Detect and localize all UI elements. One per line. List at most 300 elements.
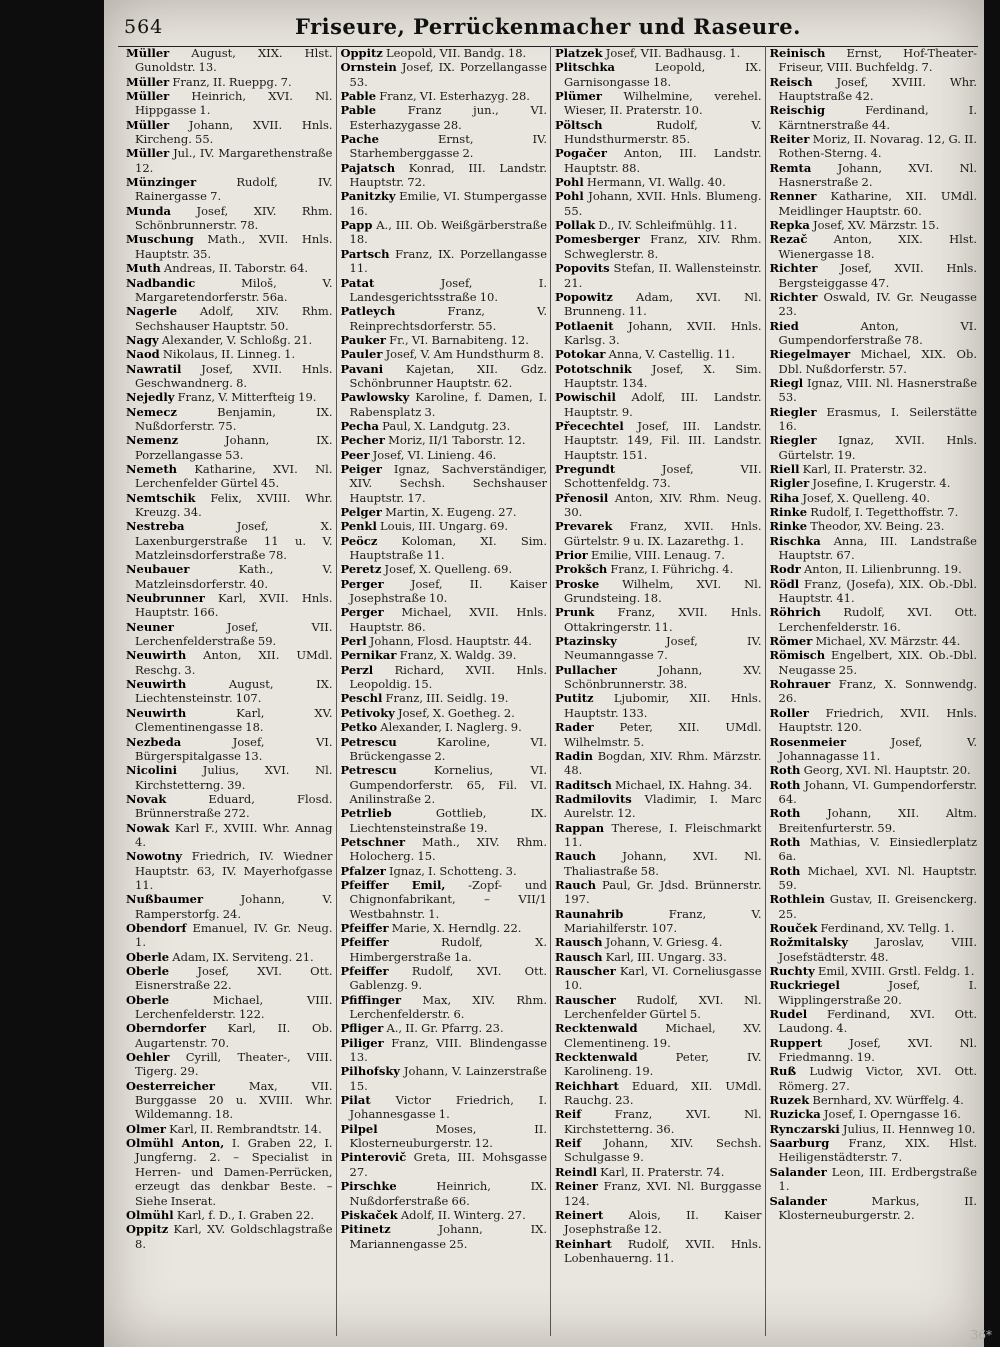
directory-entry xyxy=(770,806,978,835)
entry-details: Gottlieb, IX. Liechtensteinstraße 19. xyxy=(349,806,548,835)
directory-entry xyxy=(341,878,548,921)
directory-entry xyxy=(555,562,762,576)
entry-name: Müller xyxy=(126,74,170,89)
entry-name: Ried xyxy=(769,318,799,333)
directory-entry xyxy=(770,290,978,319)
entry-name: Müller xyxy=(126,46,170,60)
directory-entry xyxy=(341,763,548,806)
entry-name: Ruchty xyxy=(769,964,815,978)
entry-details: Josef, XIV. Rhm. Schönbrunnerstr. 78. xyxy=(135,203,333,233)
entry-details: Josef, X. Goetheg. 2. xyxy=(398,705,515,720)
entry-details: I. Graben 22, I. Jungferng. 2. – Specialist in Herren- und Damen-Perrücken, erzeugt das denkbar Beste. – Siehe Inserat. xyxy=(135,1136,333,1208)
directory-entry xyxy=(555,778,762,792)
entry-name: Müller xyxy=(126,146,170,161)
entry-details: Anton, XIX. Hlst. Wienergasse 18. xyxy=(778,232,978,261)
directory-entry xyxy=(770,1007,978,1036)
entry-details: Max, VII. Burggasse 20 u. XVIII. Whr. Wildemanng. 18. xyxy=(135,1078,333,1122)
directory-entry xyxy=(126,304,333,333)
directory-entry xyxy=(126,964,333,993)
entry-name: Prokšch xyxy=(555,562,608,577)
entry-details: Alexander, V. Schloßg. 21. xyxy=(161,332,313,347)
directory-entry xyxy=(126,175,333,204)
directory-entry xyxy=(341,519,548,533)
entry-name: Pinterovič xyxy=(340,1150,407,1165)
directory-entry xyxy=(555,519,762,548)
entry-details: Koloman, XI. Sim. Hauptstraße 11. xyxy=(349,533,547,563)
directory-entry xyxy=(126,1136,333,1208)
entry-details: Adolf, III. Landstr. Hauptstr. 9. xyxy=(564,390,762,419)
directory-entry xyxy=(126,347,333,361)
entry-details: Franz, XVI. Nl. Burggasse 124. xyxy=(564,1179,762,1208)
entry-name: Rinke xyxy=(769,519,808,534)
entry-details: Eduard, Flosd. Brünnerstraße 272. xyxy=(135,791,333,821)
entry-details: Fr., VI. Barnabiteng. 12. xyxy=(389,332,529,347)
entry-details: Josef, III. Landstr. Hauptstr. 149, Fil. III. Landstr. Hauptstr. 151. xyxy=(564,418,762,462)
entry-details: Leopold, IX. Garnisongasse 18. xyxy=(564,60,762,89)
directory-entry xyxy=(126,1079,333,1122)
entry-details: Miloš, V. Margaretendorferstr. 56a. xyxy=(135,275,333,304)
directory-entry xyxy=(341,534,548,563)
directory-entry xyxy=(555,1179,762,1208)
entry-details: Adolf, XIV. Rhm. Sechshauser Hauptstr. 50. xyxy=(135,304,333,333)
entry-name: Rezač xyxy=(769,232,808,247)
entry-details: Bogdan, XIV. Rhm. Märzstr. 48. xyxy=(564,748,762,778)
directory-entry xyxy=(341,735,548,764)
entry-name: Riell xyxy=(769,461,800,476)
entry-name: Rauscher xyxy=(555,992,616,1007)
entry-details: Franz, I. Führichg. 4. xyxy=(610,562,734,577)
entry-name: Rader xyxy=(555,720,594,735)
directory-entry xyxy=(126,146,333,175)
entry-name: Obendorf xyxy=(126,920,187,935)
directory-entry xyxy=(555,907,762,936)
directory-entry xyxy=(341,806,548,835)
entry-details: Alexander, I. Naglerg. 9. xyxy=(380,720,522,735)
entry-details: Anna, V. Castellig. 11. xyxy=(608,347,736,362)
entry-name: Reinert xyxy=(555,1207,604,1222)
directory-entry xyxy=(341,161,548,190)
directory-entry xyxy=(770,1136,978,1165)
corner-mark: 36* xyxy=(970,1328,992,1342)
entry-details: Franz, V. Mitterfteig 19. xyxy=(177,390,317,405)
entry-details: Oswald, IV. Gr. Neugasse 23. xyxy=(778,289,977,319)
entry-name: Riha xyxy=(769,490,800,505)
directory-entry xyxy=(126,390,333,404)
entry-name: Roth xyxy=(769,806,801,821)
directory-entry xyxy=(770,1122,978,1136)
directory-entry xyxy=(341,89,548,103)
entry-name: Pototschnik xyxy=(555,361,632,376)
entry-name: Rausch xyxy=(555,949,603,964)
directory-entry xyxy=(341,419,548,433)
entry-details: Erasmus, I. Seilerstätte 16. xyxy=(778,404,977,433)
directory-entry xyxy=(770,132,978,161)
directory-entry xyxy=(770,763,978,777)
directory-entry xyxy=(341,462,548,505)
entry-name: Roth xyxy=(769,863,801,878)
entry-details: Vladimir, I. Marc Aurelstr. 12. xyxy=(564,791,762,821)
directory-entry xyxy=(341,1036,548,1065)
directory-entry xyxy=(126,462,333,491)
entry-details: Josef, VII. Lerchenfelderstraße 59. xyxy=(135,619,333,649)
entry-name: Ptazinsky xyxy=(555,634,617,649)
directory-entry xyxy=(770,232,978,261)
directory-entry xyxy=(341,720,548,734)
entry-details: Johann, VI. Gumpendorferstr. 64. xyxy=(778,777,977,806)
entry-name: Repka xyxy=(769,218,810,233)
entry-details: D., IV. Schleifmühlg. 11. xyxy=(598,218,738,233)
entry-details: Josefine, I. Krugerstr. 4. xyxy=(812,476,951,491)
entry-details: Ljubomir, XII. Hnls. Hauptstr. 133. xyxy=(564,691,762,720)
entry-name: Pauker xyxy=(340,332,386,347)
entry-name: Muth xyxy=(126,261,161,276)
entry-name: Radmilovits xyxy=(555,791,632,806)
entry-name: Nagerle xyxy=(126,304,178,319)
directory-entry xyxy=(555,290,762,319)
entry-details: Josef, X. Laxenburgerstraße 11 u. V. Matzleinsdorferstraße 78. xyxy=(135,519,333,563)
entry-name: Riegler xyxy=(769,404,817,419)
entry-details: Franz, X. Waldg. 39. xyxy=(399,648,517,663)
entry-details: Johann, IX. Mariannengasse 25. xyxy=(349,1222,547,1251)
directory-entry xyxy=(770,978,978,1007)
entry-name: Rauch xyxy=(555,849,596,864)
entry-details: Paul, X. Landgutg. 23. xyxy=(382,418,511,433)
entry-name: Perger xyxy=(340,576,384,591)
entry-name: Petschner xyxy=(340,834,406,849)
entry-details: Josef, XV. Märzstr. 15. xyxy=(813,218,940,233)
entry-name: Pirschke xyxy=(340,1179,397,1194)
directory-entry xyxy=(126,261,333,275)
directory-entry xyxy=(341,304,548,333)
directory-entry xyxy=(770,319,978,348)
entry-name: Pecha xyxy=(340,418,379,433)
entry-details: Max, XIV. Rhm. Lerchenfelderstr. 6. xyxy=(349,992,548,1022)
directory-entry xyxy=(126,519,333,562)
entry-details: Emilie, VIII. Lenaug. 7. xyxy=(590,548,725,563)
directory-entry xyxy=(126,433,333,462)
entry-name: Pernikar xyxy=(340,648,397,663)
entry-name: Müller xyxy=(126,89,170,104)
directory-entry xyxy=(555,792,762,821)
directory-entry xyxy=(770,433,978,462)
entry-details: Louis, III. Ungarg. 69. xyxy=(380,519,509,534)
directory-entry xyxy=(770,462,978,476)
entry-details: Johann, XV. Schönbrunnerstr. 38. xyxy=(564,662,762,692)
entry-details: A., III. Ob. Weißgärberstraße 18. xyxy=(349,218,547,247)
directory-entry xyxy=(555,362,762,391)
entry-details: Josef, XVI. Nl. Friedmanng. 19. xyxy=(778,1035,978,1065)
directory-entry xyxy=(126,706,333,735)
entry-details: Johann, XVII. Hnls. Karlsg. 3. xyxy=(564,318,762,347)
entry-details: Paul, Gr. Jdsd. Brünnerstr. 197. xyxy=(564,877,762,907)
entry-name: Popovits xyxy=(555,261,610,276)
directory-entry xyxy=(555,935,762,949)
page-number: 564 xyxy=(124,16,164,38)
entry-name: Petivoky xyxy=(340,705,395,720)
directory-entry xyxy=(555,218,762,232)
entry-details: Cyrill, Theater-, VIII. Tigerg. 29. xyxy=(135,1050,333,1079)
entry-name: Nemtschik xyxy=(126,490,196,505)
entry-name: Popowitz xyxy=(555,289,613,304)
directory-entry xyxy=(126,648,333,677)
entry-name: Recktenwald xyxy=(555,1050,638,1065)
entry-name: Oberndorfer xyxy=(126,1021,206,1036)
entry-name: Pilat xyxy=(340,1093,371,1108)
entry-name: Peöcz xyxy=(340,533,378,548)
directory-entry xyxy=(126,620,333,649)
directory-entry xyxy=(555,577,762,606)
entry-name: Pauler xyxy=(340,347,383,362)
entry-details: Karl, f. D., I. Graben 22. xyxy=(176,1207,315,1222)
directory-entry xyxy=(555,1136,762,1165)
entry-name: Rigler xyxy=(769,476,810,491)
entry-name: Olmer xyxy=(126,1121,166,1136)
entry-name: Pfeiffer xyxy=(340,920,389,935)
directory-entry xyxy=(770,376,978,405)
directory-entry xyxy=(555,691,762,720)
directory-entry xyxy=(341,362,548,391)
directory-entry xyxy=(126,232,333,261)
directory-entry xyxy=(770,562,978,576)
directory-entry xyxy=(555,146,762,175)
directory-entry xyxy=(341,505,548,519)
entry-name: Petrescu xyxy=(340,734,397,749)
entry-details: Felix, XVIII. Whr. Kreuzg. 34. xyxy=(135,490,333,519)
directory-entry xyxy=(555,605,762,634)
directory-entry xyxy=(555,261,762,290)
directory-entry xyxy=(770,892,978,921)
entry-name: Neuwirth xyxy=(126,705,187,720)
directory-entry xyxy=(770,1093,978,1107)
entry-details: Friedrich, XVII. Hnls. Hauptstr. 120. xyxy=(778,705,977,735)
entry-name: Putitz xyxy=(555,691,594,706)
directory-entry xyxy=(770,835,978,864)
entry-details: -Zopf- und Chignonfabrikant, – VII/1 Westbahnstr. 1. xyxy=(349,877,547,921)
entry-details: Franz, (Josefa), XIX. Ob.-Dbl. Hauptstr. 41. xyxy=(778,576,977,606)
entry-details: Richard, XVII. Hnls. Leopoldig. 15. xyxy=(349,662,547,692)
entry-details: Marie, X. Herndlg. 22. xyxy=(391,920,522,935)
entry-details: Karl, II. Rembrandtstr. 14. xyxy=(169,1121,322,1136)
directory-entry xyxy=(555,849,762,878)
entry-name: Salander xyxy=(769,1164,827,1179)
entry-name: Rinke xyxy=(769,505,808,519)
entry-details: Alois, II. Kaiser Josephstraße 12. xyxy=(564,1207,762,1237)
entry-name: Oesterreicher xyxy=(126,1078,215,1093)
entry-name: Pregundt xyxy=(555,461,616,476)
entry-name: Olmühl Anton, xyxy=(126,1136,225,1151)
entry-name: Neubauer xyxy=(126,562,190,577)
entry-details: Theodor, XV. Being. 23. xyxy=(810,519,945,534)
directory-entry xyxy=(555,1079,762,1108)
entry-details: Katharine, XII. UMdl. Meidlinger Hauptstr. 60. xyxy=(778,189,977,218)
entry-details: Michael, XIX. Ob. Dbl. Nußdorferstr. 57. xyxy=(778,347,978,376)
directory-entry xyxy=(341,46,548,60)
directory-entry xyxy=(770,605,978,634)
entry-details: Therese, I. Fleischmarkt 11. xyxy=(564,820,762,849)
directory-entry xyxy=(555,720,762,749)
entry-name: Ornstein xyxy=(340,60,397,75)
entry-name: Papp xyxy=(340,218,373,233)
entry-name: Muschung xyxy=(126,232,194,247)
entry-name: Nagy xyxy=(126,332,159,347)
entry-details: Benjamin, IX. Nußdorferstr. 75. xyxy=(135,404,333,433)
entry-details: Johann, V. Griesg. 4. xyxy=(605,935,723,950)
entry-details: Ferdinand, I. Kärntnerstraße 44. xyxy=(778,103,978,132)
entry-name: Pfeiffer Emil, xyxy=(340,877,446,892)
entry-details: Josef, IX. Porzellangasse 53. xyxy=(349,60,547,89)
entry-name: Pawlowsky xyxy=(340,390,410,405)
directory-entry xyxy=(341,634,548,648)
entry-details: A., II. Gr. Pfarrg. 23. xyxy=(386,1021,504,1036)
entry-name: Saarburg xyxy=(769,1136,830,1151)
entry-name: Peschl xyxy=(340,691,383,706)
entry-name: Ruckriegel xyxy=(769,978,840,993)
entry-details: Josef, I. Wipplingerstraße 20. xyxy=(778,978,977,1007)
directory-entry xyxy=(341,577,548,606)
entry-details: Johann, XVI. Nl. Thaliastraße 58. xyxy=(564,849,762,878)
entry-details: Greta, III. Mohsgasse 27. xyxy=(349,1150,547,1179)
entry-name: Patleych xyxy=(340,304,396,319)
entry-details: Franz, III. Seidlg. 19. xyxy=(385,691,509,706)
entry-details: Leopold, VII. Bandg. 18. xyxy=(385,46,527,60)
entry-details: Gustav, II. Greisenckerg. 25. xyxy=(778,892,977,921)
directory-entry xyxy=(555,491,762,520)
directory-entry xyxy=(770,864,978,893)
directory-entry xyxy=(770,1107,978,1121)
entry-name: Pfiffinger xyxy=(340,992,402,1007)
directory-entry xyxy=(770,189,978,218)
entry-name: Novak xyxy=(126,791,167,806)
entry-name: Salander xyxy=(769,1193,827,1208)
entry-name: Raunahrib xyxy=(555,906,624,921)
entry-name: Reinhart xyxy=(555,1236,612,1251)
entry-name: Penkl xyxy=(340,519,377,534)
directory-entry xyxy=(770,476,978,490)
entry-name: Remta xyxy=(769,160,812,175)
directory-entry xyxy=(770,964,978,978)
directory-entry xyxy=(126,993,333,1022)
entry-details: Josef, VII. Badhausg. 1. xyxy=(605,46,741,60)
entry-name: Ruzicka xyxy=(769,1107,821,1122)
directory-entry xyxy=(555,175,762,189)
entry-details: Emilie, VI. Stumpergasse 16. xyxy=(349,189,547,218)
entry-name: Rudel xyxy=(769,1007,808,1022)
entry-name: Rauch xyxy=(555,877,596,892)
entry-name: Panitzky xyxy=(340,189,396,204)
entry-details: Johann, XIV. Sechsh. Schulgasse 9. xyxy=(564,1136,762,1165)
entry-details: Victor Friedrich, I. Johannesgasse 1. xyxy=(349,1093,548,1122)
entry-details: Rudolf, IV. Rainergasse 7. xyxy=(135,175,333,204)
entry-name: Nezbeda xyxy=(126,734,182,749)
directory-entry xyxy=(555,1021,762,1050)
entry-details: Josef, V. Am Hundsthurm 8. xyxy=(385,347,545,362)
entry-name: Rothlein xyxy=(769,892,825,907)
directory-entry xyxy=(770,706,978,735)
entry-details: Franz, VIII. Blindengasse 13. xyxy=(349,1035,548,1065)
directory-entry xyxy=(341,921,548,935)
directory-entry xyxy=(341,964,548,993)
entry-details: Ignaz, I. Schotteng. 3. xyxy=(388,863,517,878)
entry-name: Rožmitalsky xyxy=(769,935,849,950)
entry-details: Adam, IX. Serviteng. 21. xyxy=(172,949,314,964)
directory-entry xyxy=(770,519,978,533)
entry-name: Pohl xyxy=(555,175,584,190)
directory-entry xyxy=(555,634,762,663)
directory-entry xyxy=(126,950,333,964)
entry-details: Rudolf, I. Tegetthoffstr. 7. xyxy=(810,505,959,519)
directory-columns xyxy=(122,46,980,1336)
page-title: Friseure, Perrückenmacher und Raseure. xyxy=(295,14,801,39)
entry-name: Oppitz xyxy=(126,1222,169,1237)
entry-details: Julius, II. Hennweg 10. xyxy=(842,1121,976,1136)
entry-details: Nikolaus, II. Linneg. 1. xyxy=(162,347,296,362)
entry-name: Pollak xyxy=(555,218,596,233)
entry-name: Pfeiffer xyxy=(340,964,389,978)
directory-entry xyxy=(341,935,548,964)
entry-details: Leon, III. Erdbergstraße 1. xyxy=(778,1164,978,1194)
entry-name: Naod xyxy=(126,347,160,362)
directory-entry xyxy=(770,161,978,190)
entry-name: Pfalzer xyxy=(340,863,386,878)
entry-details: Josef, XVII. Hnls. Bergsteiggasse 47. xyxy=(778,261,977,290)
entry-name: Perger xyxy=(340,605,384,620)
directory-entry xyxy=(126,849,333,892)
directory-entry xyxy=(126,821,333,850)
entry-details: Bernhard, XV. Würffelg. 4. xyxy=(812,1093,964,1108)
directory-entry xyxy=(555,1165,762,1179)
directory-entry xyxy=(770,1194,978,1223)
directory-entry xyxy=(126,276,333,305)
entry-name: Ruppert xyxy=(769,1035,823,1050)
entry-name: Pecher xyxy=(340,433,385,448)
directory-entry xyxy=(555,462,762,491)
directory-entry xyxy=(770,921,978,935)
directory-entry xyxy=(770,1036,978,1065)
entry-details: Josef, IV. Neumanngasse 7. xyxy=(564,634,762,663)
entry-details: Josef, VI. Linieng. 46. xyxy=(372,447,497,462)
entry-details: Karl, XV. Clementinengasse 18. xyxy=(135,705,333,735)
entry-details: Engelbert, XIX. Ob.-Dbl. Neugasse 25. xyxy=(778,648,977,677)
entry-details: August, XIX. Hlst. Gunoldstr. 13. xyxy=(135,46,333,75)
directory-entry xyxy=(555,319,762,348)
entry-name: Nowak xyxy=(126,820,170,835)
entry-details: Johann, V. Lainzerstraße 15. xyxy=(349,1064,547,1093)
directory-entry xyxy=(126,118,333,147)
directory-entry xyxy=(341,132,548,161)
entry-details: Kajetan, XII. Gdz. Schönbrunner Hauptstr. 62. xyxy=(349,361,547,390)
entry-details: Wilhelmine, verehel. Wieser, II. Praterstr. 10. xyxy=(564,89,762,118)
directory-entry xyxy=(341,333,548,347)
directory-entry xyxy=(555,1050,762,1079)
entry-details: Josef, XVIII. Whr. Hauptstraße 42. xyxy=(778,74,977,104)
directory-entry xyxy=(341,60,548,89)
entry-details: Josef, VI. Bürgerspitalgasse 13. xyxy=(135,734,333,763)
directory-entry xyxy=(341,864,548,878)
directory-entry xyxy=(126,405,333,434)
directory-entry xyxy=(341,1222,548,1251)
entry-details: Johann, XVII. Hnls. Kircheng. 55. xyxy=(135,117,333,147)
directory-entry xyxy=(770,347,978,376)
entry-name: Peer xyxy=(340,447,370,462)
entry-name: Riegl xyxy=(769,375,804,390)
directory-entry xyxy=(126,763,333,792)
entry-details: Jaroslav, VIII. Josefstädterstr. 48. xyxy=(778,935,978,964)
entry-name: Reif xyxy=(555,1107,582,1122)
entry-name: Rappan xyxy=(555,820,605,835)
entry-details: Karl, II. Praterstr. 32. xyxy=(802,461,927,476)
entry-name: Rodr xyxy=(769,562,801,577)
directory-entry xyxy=(770,261,978,290)
